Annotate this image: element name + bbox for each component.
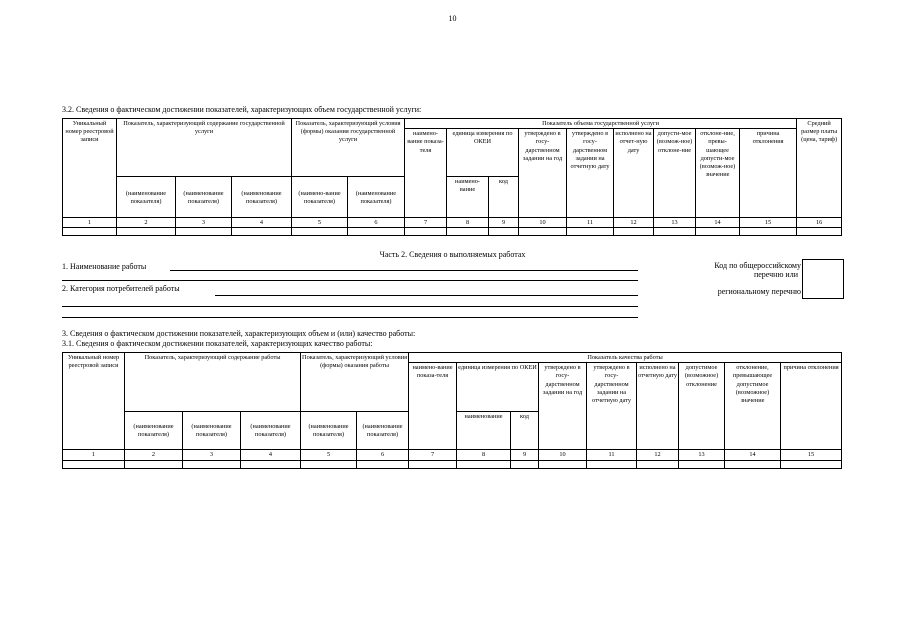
subheader-content-name-2: (наименование показателя) xyxy=(183,412,241,450)
column-number: 9 xyxy=(511,450,539,461)
column-number: 4 xyxy=(241,450,301,461)
column-number: 11 xyxy=(587,450,637,461)
column-number: 2 xyxy=(125,450,183,461)
header-volume-indicator: Показатель объема государственной услуги xyxy=(405,119,797,129)
column-number: 12 xyxy=(637,450,679,461)
column-number: 1 xyxy=(63,218,117,228)
header-conditions-indicator: Показатель, характеризующий условия (формы) оказания государственной услуги xyxy=(292,119,405,177)
column-number: 15 xyxy=(740,218,797,228)
column-number: 3 xyxy=(176,218,232,228)
column-number: 5 xyxy=(301,450,357,461)
header-approved-year: утверждено в госу-дарственном задании на год xyxy=(519,129,567,218)
header-executed: исполнено на отчет-ную дату xyxy=(614,129,654,218)
work-name-line xyxy=(170,270,638,271)
subheader-content-name-3: (наименование показателя) xyxy=(232,177,292,218)
header-content-indicator: Показатель, характеризующий содержание работы xyxy=(125,353,301,412)
section-3-1-title: 3.1. Сведения о фактическом достижении показателей, характеризующих качество работы: xyxy=(62,339,373,348)
column-number: 13 xyxy=(654,218,696,228)
header-executed: исполнено на отчетную дату xyxy=(637,363,679,450)
column-number: 10 xyxy=(519,218,567,228)
column-number: 3 xyxy=(183,450,241,461)
subheader-unit-name: наимено-вание xyxy=(447,177,489,218)
subheader-conditions-name-1: (наименование показателя) xyxy=(301,412,357,450)
header-approved-date: утверждено в госу-дарственном задании на отчетную дату xyxy=(587,363,637,450)
volume-indicators-table xyxy=(62,118,842,236)
column-number: 8 xyxy=(447,218,489,228)
header-approved-date: утверждено в госу-дарственном задании на отчетную дату xyxy=(567,129,614,218)
page-number: 10 xyxy=(448,14,457,23)
subheader-unit-code: код xyxy=(489,177,519,218)
column-number: 14 xyxy=(725,450,781,461)
subheader-content-name-2: (наименование показателя) xyxy=(176,177,232,218)
column-number: 12 xyxy=(614,218,654,228)
table-row xyxy=(63,228,842,236)
column-number: 16 xyxy=(797,218,842,228)
column-number: 8 xyxy=(457,450,511,461)
header-unique-number: Уникальный номер реестровой записи xyxy=(63,119,117,218)
work-name-label: 1. Наименование работы xyxy=(62,262,147,271)
subheader-unit-name: наименование xyxy=(457,412,511,450)
column-number: 6 xyxy=(348,218,405,228)
header-unit: единица измерения по ОКЕИ xyxy=(457,363,539,412)
column-number: 6 xyxy=(357,450,409,461)
header-quality-indicator: Показатель качества работы xyxy=(409,353,842,363)
header-exceed-deviation: отклонение, превышающее допустимое (возможное) значение xyxy=(725,363,781,450)
code-label-line2: перечню или xyxy=(753,270,798,279)
section-3-title: 3. Сведения о фактическом достижении показателей, характеризующих объем и (или) качество работы: xyxy=(62,329,416,338)
subheader-content-name-1: (наименование показателя) xyxy=(117,177,176,218)
header-reason: причина отклонения xyxy=(740,129,797,218)
consumers-line xyxy=(215,295,638,296)
column-number: 7 xyxy=(409,450,457,461)
column-number: 14 xyxy=(696,218,740,228)
code-label-line1: Код по общероссийскому xyxy=(714,261,801,270)
column-number: 7 xyxy=(405,218,447,228)
header-content-indicator: Показатель, характеризующий содержание государственной услуги xyxy=(117,119,292,177)
subheader-conditions-name-2: (наименование показателя) xyxy=(348,177,405,218)
header-unique-number: Уникальный номер реестровой записи xyxy=(63,353,125,450)
column-number: 2 xyxy=(117,218,176,228)
code-label-line3: региональному перечню xyxy=(717,287,801,296)
column-number: 9 xyxy=(489,218,519,228)
part-2-title: Часть 2. Сведения о выполняемых работах xyxy=(379,250,526,259)
column-number: 13 xyxy=(679,450,725,461)
header-indicator-name: наимено-вание показа-теля xyxy=(405,129,447,218)
header-approved-year: утверждено в госу-дарственном задании на год xyxy=(539,363,587,450)
section-3-2-title: 3.2. Сведения о фактическом достижении показателей, характеризующих объем государственной услуги: xyxy=(62,105,422,114)
header-indicator-name: наимено-вание показа-теля xyxy=(409,363,457,450)
column-number: 1 xyxy=(63,450,125,461)
code-box[interactable] xyxy=(802,259,844,299)
header-allowed-deviation: допустимое (возможное) отклонение xyxy=(679,363,725,450)
consumers-label: 2. Категория потребителей работы xyxy=(62,284,180,293)
column-number: 15 xyxy=(781,450,842,461)
subheader-unit-code: код xyxy=(511,412,539,450)
header-reason: причина отклонения xyxy=(781,363,842,450)
quality-indicators-table xyxy=(62,352,842,469)
consumers-line-3 xyxy=(62,317,638,318)
column-number: 5 xyxy=(292,218,348,228)
header-allowed-deviation: допусти-мое (возмож-ное) отклоне-ние xyxy=(654,129,696,218)
header-conditions-indicator: Показатель, характеризующий условия (формы) оказания работы xyxy=(301,353,409,412)
header-avg-fee: Средний размер платы (цена, тариф) xyxy=(797,119,842,218)
subheader-content-name-1: (наименование показателя) xyxy=(125,412,183,450)
header-exceed-deviation: отклоне-ние, превы-шающее допусти-мое (возмож-ное) значение xyxy=(696,129,740,218)
consumers-line-2 xyxy=(62,306,638,307)
column-number: 4 xyxy=(232,218,292,228)
subheader-content-name-3: (наименование показателя) xyxy=(241,412,301,450)
subheader-conditions-name-1: (наимено-вание показателя) xyxy=(292,177,348,218)
column-number: 10 xyxy=(539,450,587,461)
subheader-conditions-name-2: (наименование показателя) xyxy=(357,412,409,450)
column-number: 11 xyxy=(567,218,614,228)
header-unit: единица измерения по ОКЕИ xyxy=(447,129,519,177)
work-name-line-2 xyxy=(62,280,638,281)
table-row xyxy=(63,461,842,469)
